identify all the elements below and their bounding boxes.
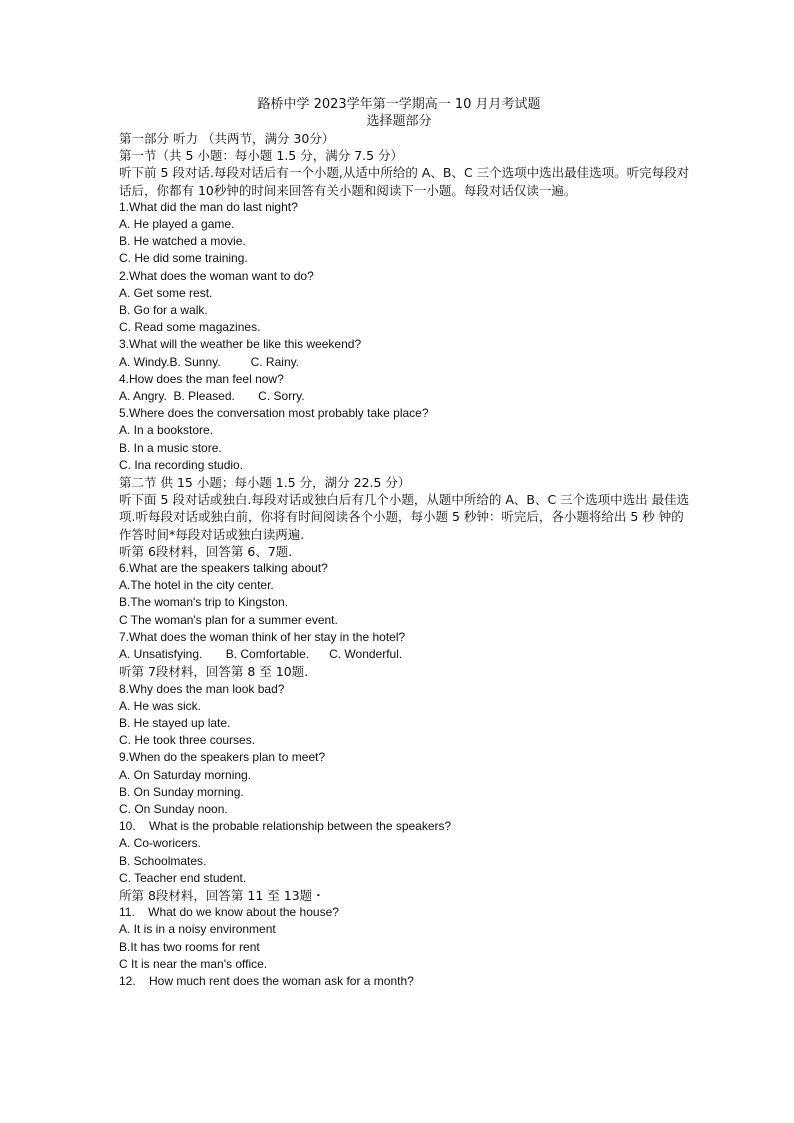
question-9: 9.When do the speakers plan to meet? bbox=[119, 750, 326, 765]
group-instruction: 听第 6段材料，回答第 6、7题. bbox=[119, 543, 293, 559]
option: C. Read some magazines. bbox=[119, 320, 261, 335]
option: C. Ina recording studio. bbox=[119, 457, 244, 472]
option: C. He did some training. bbox=[119, 251, 248, 266]
exam-subtitle: 选择题部分 bbox=[366, 114, 432, 129]
question-5: 5.Where does the conversation most probably take place? bbox=[119, 406, 429, 421]
option: C The woman's plan for a summer event. bbox=[119, 612, 338, 627]
group-material-6 bbox=[119, 543, 699, 663]
option: B. He watched a movie. bbox=[119, 234, 246, 249]
question-3: 3.What will the weather be like this weekend? bbox=[119, 337, 362, 352]
option: A. Co-woricers. bbox=[119, 836, 202, 851]
option: B. Go for a walk. bbox=[119, 303, 208, 318]
part1-heading: 第一部分 听力 （共两节，满分 30分） bbox=[119, 131, 335, 146]
option: B. In a music store. bbox=[119, 440, 222, 455]
option: C It is near the man's office. bbox=[119, 956, 268, 971]
section2-heading: 第二节 供 15 小题；每小题 1.5 分，湖分 22.5 分） bbox=[119, 475, 411, 491]
question-7: 7.What does the woman think of her stay in the hotel? bbox=[119, 629, 406, 644]
question-11: 11. What do we know about the house? bbox=[119, 905, 339, 920]
option: B. Schoolmates. bbox=[119, 853, 207, 868]
exam-title: 路桥中学 2023学年第一学期高一 10 月月考试题 bbox=[257, 97, 541, 112]
option: A. On Saturday morning. bbox=[119, 767, 252, 782]
option: A. Windy.B. Sunny. C. Rainy. bbox=[119, 354, 300, 369]
section1-intro: 听下前 5 段对话.每段对话后有一个小题,从适中所给的 A、B、C 三个选项中选出最佳选项。听完每段对话后，你都有 10秒钟的时间来回答有关小题和阅读下一小题。每段对话仅读一遍。 bbox=[119, 165, 690, 198]
option: A. It is in a noisy environment bbox=[119, 922, 276, 937]
section1-questions bbox=[119, 199, 699, 474]
option: B.It has two rooms for rent bbox=[119, 939, 260, 954]
option: C. On Sunday noon. bbox=[119, 801, 228, 816]
question-10: 10. What is the probable relationship between the speakers? bbox=[119, 819, 452, 834]
question-6: 6.What are the speakers talking about? bbox=[119, 561, 328, 576]
question-2: 2.What does the woman want to do? bbox=[119, 268, 314, 283]
option: B. On Sunday morning. bbox=[119, 784, 244, 799]
option: A.The hotel in the city center. bbox=[119, 578, 274, 593]
option: A. Angry. B. Pleased. C. Sorry. bbox=[119, 389, 305, 404]
question-8: 8.Why does the man look bad? bbox=[119, 681, 285, 696]
exam-page bbox=[119, 96, 699, 990]
option: C. He took three courses. bbox=[119, 733, 256, 748]
option: C. Teacher end student. bbox=[119, 870, 247, 885]
option: A. Get some rest. bbox=[119, 285, 213, 300]
group-material-7 bbox=[119, 663, 699, 887]
group-instruction: 听第 7段材料，回答第 8 至 10题. bbox=[119, 664, 309, 680]
option: B. He stayed up late. bbox=[119, 715, 231, 730]
option: A. He was sick. bbox=[119, 698, 202, 713]
option: A. Unsatisfying. B. Comfortable. C. Wonderful. bbox=[119, 647, 403, 662]
group-material-8 bbox=[119, 887, 699, 990]
question-12: 12. How much rent does the woman ask for a month? bbox=[119, 973, 414, 988]
group-instruction: 所第 8段材料，回答第 11 至 13题・ bbox=[119, 887, 325, 903]
question-4: 4.How does the man feel now? bbox=[119, 371, 284, 386]
section1-heading: 第一节（共 5 小题：每小题 1.5 分，满分 7.5 分） bbox=[119, 148, 404, 164]
question-1: 1.What did the man do last night? bbox=[119, 199, 298, 214]
option: B.The woman's trip to Kingston. bbox=[119, 595, 289, 610]
option: A. He played a game. bbox=[119, 217, 235, 232]
option: A. In a bookstore. bbox=[119, 423, 214, 438]
section2-intro: 听下面 5 段对话或独白.每段对话或独白后有几个小题，从题中所给的 A、B、C 三个选项中选出 最佳选项.听每段对话或独白前，你将有时间阅读各个小题，每小题 5 秒钟：听完后，各小题将给出 5 秒 钟的作答时间*每段对话或独白读两遍. bbox=[119, 492, 690, 542]
